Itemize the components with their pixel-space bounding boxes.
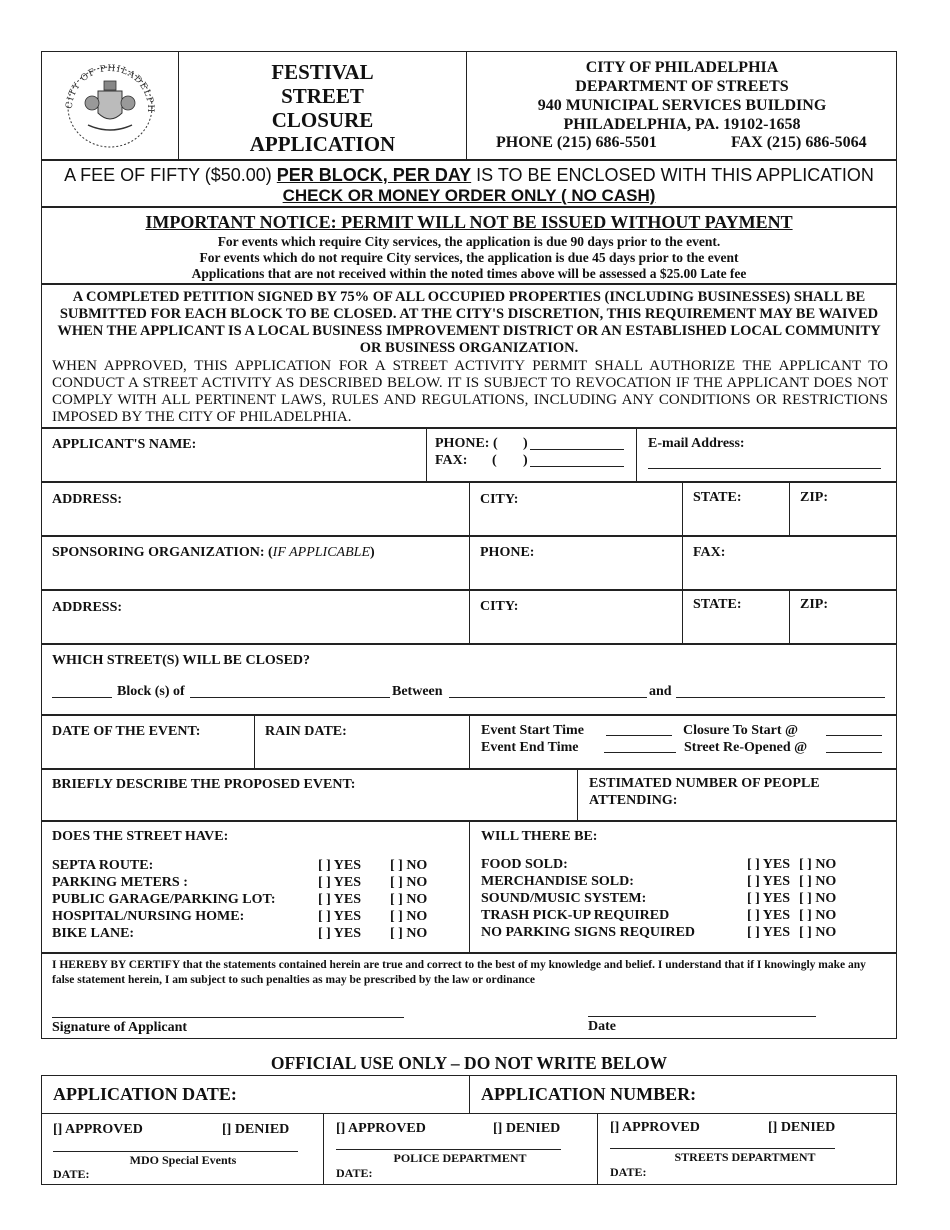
yes-checkbox[interactable]: [ ] YES xyxy=(318,858,362,873)
item-label: NO PARKING SIGNS REQUIRED xyxy=(481,925,696,940)
no-checkbox[interactable]: [ ] NO xyxy=(390,909,428,924)
no-checkbox[interactable]: [ ] NO xyxy=(799,874,837,889)
phone-label: PHONE: ( xyxy=(435,436,498,451)
applicant-name-label: APPLICANT'S NAME: xyxy=(52,437,197,452)
notice-line: Applications that are not received within the noted times above will be assessed a $25.00 Late fee xyxy=(191,266,747,281)
no-checkbox[interactable]: [ ] NO xyxy=(390,875,428,890)
petition-terms: WHEN APPROVED, THIS APPLICATION FOR A STREET ACTIVITY PERMIT SHALL AUTHORIZE THE APPLICANT TO CONDUCT A STREET ACTIVITY AS DESCRIBED BELOW. IT IS SUBJECT TO REVOCATION IF THE APPLICANT DOES NOT COMPLY WITH ALL PERTINENT LAWS, RULES AND REGULATIONS, INCLUDING ANY CONDITIONS OR RESTRICTIONS IMPOSED BY THE CITY OF PHILADELPHIA. xyxy=(52,358,888,425)
application-number-label: APPLICATION NUMBER: xyxy=(481,1084,697,1104)
sponsor-zip-field[interactable] xyxy=(800,615,890,639)
checklist-item xyxy=(481,856,836,873)
police-approved-checkbox[interactable]: [] APPROVED xyxy=(336,1121,426,1136)
fee-payment: CHECK OR MONEY ORDER ONLY ( NO CASH) xyxy=(282,186,656,205)
checklist-item xyxy=(52,925,427,942)
notice-title: IMPORTANT NOTICE: PERMIT WILL NOT BE ISSUED WITHOUT PAYMENT xyxy=(145,212,793,232)
address-label: ADDRESS: xyxy=(52,492,123,507)
yes-checkbox[interactable]: [ ] YES xyxy=(747,857,791,872)
city-seal xyxy=(58,57,162,153)
sponsor-phone-field[interactable] xyxy=(545,540,675,586)
phone-close-paren: ) xyxy=(523,436,528,451)
certify-text: I HEREBY BY CERTIFY that the statements contained herein are true and correct to the best of my knowledge and belief. I understand that if I knowingly make any false statement herein, I am subject to such penalties as may be prescribed by the law or ordinance xyxy=(52,959,866,986)
sponsor-address-label: ADDRESS: xyxy=(52,600,123,615)
zip-field[interactable] xyxy=(800,508,890,532)
sponsor-city-field[interactable] xyxy=(530,594,675,640)
date-label: Date xyxy=(588,1019,616,1034)
streets-date-label: DATE: xyxy=(610,1165,647,1179)
streets-signature-line xyxy=(610,1148,835,1149)
and-street-field[interactable] xyxy=(676,697,885,698)
yes-checkbox[interactable]: [ ] YES xyxy=(747,908,791,923)
yes-checkbox[interactable]: [ ] YES xyxy=(318,892,362,907)
sponsor-state-label: STATE: xyxy=(693,597,742,612)
agency-line: 940 MUNICIPAL SERVICES BUILDING xyxy=(537,97,827,114)
agency-block xyxy=(470,58,894,134)
will-be-title: WILL THERE BE: xyxy=(481,829,598,844)
streets-question: WHICH STREET(S) WILL BE CLOSED? xyxy=(52,653,311,668)
fee-post: IS TO BE ENCLOSED WITH THIS APPLICATION xyxy=(471,165,874,185)
between-label: Between xyxy=(392,684,443,699)
event-date-field[interactable] xyxy=(52,742,247,765)
end-time-field[interactable] xyxy=(604,752,676,753)
phone-field[interactable] xyxy=(530,449,624,450)
fax-label: FAX: xyxy=(435,453,468,468)
no-checkbox[interactable]: [ ] NO xyxy=(390,926,428,941)
title-line: FESTIVAL xyxy=(271,60,374,84)
fee-line xyxy=(41,165,897,186)
item-label: HOSPITAL/NURSING HOME: xyxy=(52,909,245,924)
checklist-item xyxy=(52,874,427,891)
signature-label: Signature of Applicant xyxy=(52,1020,188,1035)
fax-close-paren: ) xyxy=(523,453,528,468)
streets-approved-checkbox[interactable]: [] APPROVED xyxy=(610,1120,700,1135)
seal-icon xyxy=(58,57,162,153)
agency-phone: PHONE (215) 686-5501 xyxy=(496,134,657,151)
mdo-dept-label: MDO Special Events xyxy=(129,1153,237,1167)
street-has-list xyxy=(52,857,427,942)
checklist-item xyxy=(52,891,427,908)
sponsor-address-field[interactable] xyxy=(130,594,460,640)
streets-denied-checkbox[interactable]: [] DENIED xyxy=(768,1120,836,1135)
checklist-item xyxy=(52,857,427,874)
reopen-field[interactable] xyxy=(826,752,882,753)
no-checkbox[interactable]: [ ] NO xyxy=(799,891,837,906)
sponsor-fax-field[interactable] xyxy=(735,540,890,586)
checklist-item xyxy=(481,890,836,907)
closure-start-field[interactable] xyxy=(826,735,882,736)
mdo-signature-line xyxy=(53,1151,298,1152)
no-checkbox[interactable]: [ ] NO xyxy=(390,858,428,873)
checklist-item xyxy=(481,924,836,941)
agency-fax: FAX (215) 686-5064 xyxy=(731,134,867,151)
divider xyxy=(466,51,467,160)
will-be-list xyxy=(481,856,836,941)
yes-checkbox[interactable]: [ ] YES xyxy=(318,926,362,941)
yes-checkbox[interactable]: [ ] YES xyxy=(318,875,362,890)
between-street-field[interactable] xyxy=(449,697,647,698)
agency-line: DEPARTMENT OF STREETS xyxy=(575,78,789,95)
no-checkbox[interactable]: [ ] NO xyxy=(799,857,837,872)
fee-emphasis: PER BLOCK, PER DAY xyxy=(276,165,472,185)
block-of-label: Block (s) of xyxy=(117,684,185,699)
block-street-field[interactable] xyxy=(190,697,390,698)
estimated-line: ATTENDING: xyxy=(589,793,678,808)
estimated-field[interactable] xyxy=(690,794,890,816)
agency-line: CITY OF PHILADELPHIA xyxy=(585,59,779,76)
notice-lines xyxy=(41,234,897,282)
rain-date-label: RAIN DATE: xyxy=(265,724,347,739)
form-title xyxy=(180,60,465,156)
sponsor-state-field[interactable] xyxy=(693,615,783,639)
no-checkbox[interactable]: [ ] NO xyxy=(799,925,837,940)
address-field[interactable] xyxy=(130,486,460,532)
title-line: CLOSURE xyxy=(271,108,374,132)
email-label: E-mail Address: xyxy=(648,436,745,451)
notice-line: For events which do not require City services, the application is due 45 days prior to the event xyxy=(199,250,739,265)
email-field[interactable] xyxy=(648,468,881,469)
sponsor-field[interactable] xyxy=(52,565,462,586)
zip-label: ZIP: xyxy=(800,490,828,505)
sponsor-city-label: CITY: xyxy=(480,599,519,614)
sponsor-note: IF APPLICABLE xyxy=(272,545,370,560)
date-field[interactable] xyxy=(588,1016,816,1017)
notice-line: For events which require City services, the application is due 90 days prior to the event. xyxy=(217,234,721,249)
petition-requirement: A COMPLETED PETITION SIGNED BY 75% OF ALL OCCUPIED PROPERTIES (INCLUDING BUSINESSES) SHALL BE SUBMITTED FOR EACH BLOCK TO BE CLOSED. AT THE CITY'S DISCRETION, THIS REQUIREMENT MAY BE WAIVED WHEN THE APPLICANT IS A LOCAL BUSINESS IMPROVEMENT DISTRICT OR AN ESTABLISHED LOCAL COMMUNITY OR BUSINESS ORGANIZATION. xyxy=(57,289,881,356)
item-label: PUBLIC GARAGE/PARKING LOT: xyxy=(52,892,276,907)
police-date-label: DATE: xyxy=(336,1166,373,1180)
yes-checkbox[interactable]: [ ] YES xyxy=(318,909,362,924)
fax-field[interactable] xyxy=(530,466,624,467)
signature-field[interactable] xyxy=(52,1017,404,1018)
describe-field[interactable] xyxy=(52,795,570,817)
police-signature-line xyxy=(336,1149,561,1150)
divider xyxy=(178,51,179,160)
mdo-date-label: DATE: xyxy=(53,1167,90,1181)
item-label: SEPTA ROUTE: xyxy=(52,858,154,873)
reopen-label: Street Re-Opened @ xyxy=(684,740,808,755)
sponsor-fax-label: FAX: xyxy=(693,545,726,560)
agency-line: PHILADELPHIA, PA. 19102-1658 xyxy=(563,116,801,133)
street-has-title: DOES THE STREET HAVE: xyxy=(52,829,229,844)
sponsor-phone-label: PHONE: xyxy=(480,545,535,560)
title-line: STREET xyxy=(281,84,364,108)
sponsor-zip-label: ZIP: xyxy=(800,597,828,612)
state-field[interactable] xyxy=(693,508,783,532)
fax-open-paren: ( xyxy=(492,453,497,468)
item-label: MERCHANDISE SOLD: xyxy=(481,874,634,889)
police-dept-label: POLICE DEPARTMENT xyxy=(393,1151,527,1165)
event-date-label: DATE OF THE EVENT: xyxy=(52,724,201,739)
block-count-field[interactable] xyxy=(52,697,112,698)
yes-checkbox[interactable]: [ ] YES xyxy=(747,874,791,889)
item-label: PARKING METERS : xyxy=(52,875,188,890)
mdo-denied-checkbox[interactable]: [] DENIED xyxy=(222,1122,290,1137)
applicant-name-field[interactable] xyxy=(180,432,420,476)
checklist-item xyxy=(52,908,427,925)
and-label: and xyxy=(649,684,672,699)
sponsor-label-text: SPONSORING ORGANIZATION: ( xyxy=(52,545,273,560)
estimated-line: ESTIMATED NUMBER OF PEOPLE xyxy=(589,776,820,791)
checklist-item xyxy=(481,907,836,924)
official-title: OFFICIAL USE ONLY – DO NOT WRITE BELOW xyxy=(270,1053,668,1073)
seal-text: CITY OF PHILADELPH xyxy=(64,63,156,114)
end-time-label: Event End Time xyxy=(481,740,579,755)
item-label: SOUND/MUSIC SYSTEM: xyxy=(481,891,647,906)
city-label: CITY: xyxy=(480,492,519,507)
rain-date-field[interactable] xyxy=(265,742,460,765)
no-checkbox[interactable]: [ ] NO xyxy=(799,908,837,923)
item-label: BIKE LANE: xyxy=(52,926,135,941)
state-label: STATE: xyxy=(693,490,742,505)
sponsor-label-close: ) xyxy=(370,545,375,560)
item-label: TRASH PICK-UP REQUIRED xyxy=(481,908,670,923)
yes-checkbox[interactable]: [ ] YES xyxy=(747,925,791,940)
application-date-label: APPLICATION DATE: xyxy=(53,1084,237,1104)
item-label: FOOD SOLD: xyxy=(481,857,568,872)
sponsor-label xyxy=(52,545,375,561)
fee-pre: A FEE OF FIFTY ($50.00) xyxy=(64,165,277,185)
describe-label: BRIEFLY DESCRIBE THE PROPOSED EVENT: xyxy=(52,777,356,792)
yes-checkbox[interactable]: [ ] YES xyxy=(747,891,791,906)
checklist-item xyxy=(481,873,836,890)
mdo-approved-checkbox[interactable]: [] APPROVED xyxy=(53,1122,143,1137)
title-line: APPLICATION xyxy=(249,132,396,156)
no-checkbox[interactable]: [ ] NO xyxy=(390,892,428,907)
police-denied-checkbox[interactable]: [] DENIED xyxy=(493,1121,561,1136)
closure-start-label: Closure To Start @ xyxy=(683,723,799,738)
start-time-label: Event Start Time xyxy=(481,723,584,738)
streets-dept-label: STREETS DEPARTMENT xyxy=(674,1150,816,1164)
city-field[interactable] xyxy=(530,486,675,532)
start-time-field[interactable] xyxy=(606,735,672,736)
